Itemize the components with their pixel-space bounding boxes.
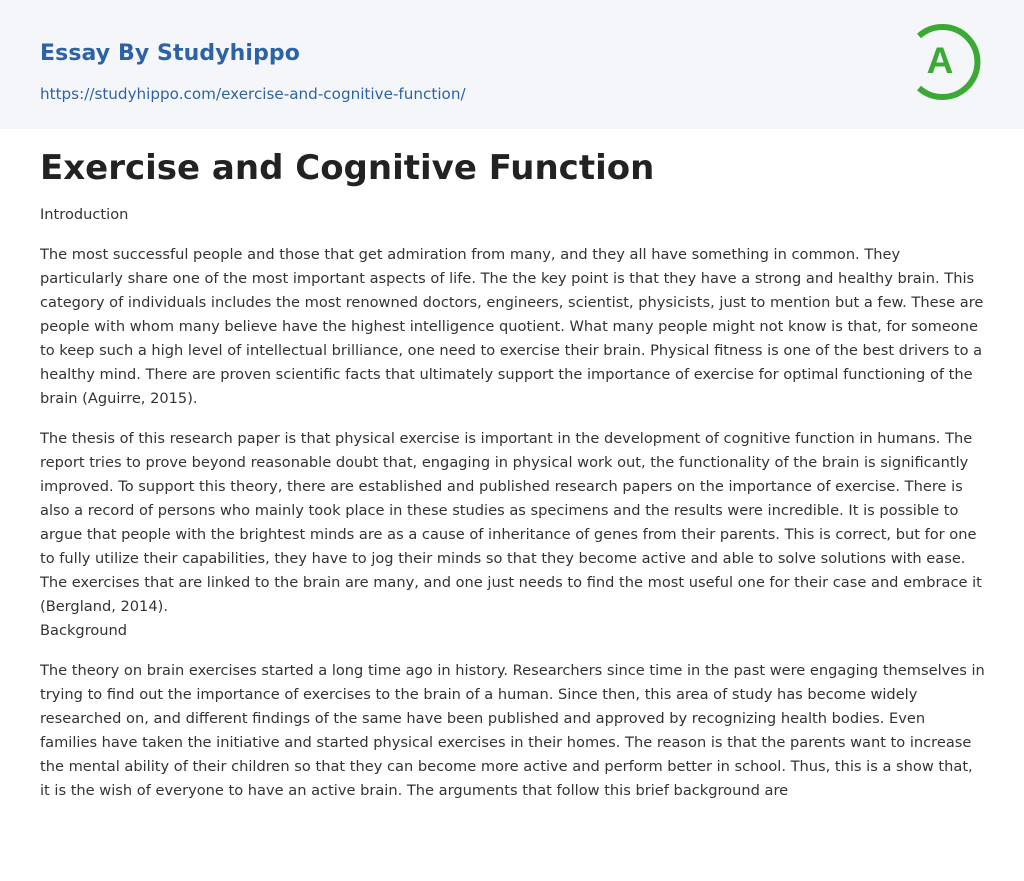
article-content <box>40 144 986 803</box>
logo-letter: A <box>926 40 954 81</box>
paragraph-2 <box>40 427 986 643</box>
essay-url-link[interactable]: https://studyhippo.com/exercise-and-cognitive-function/ <box>40 85 466 103</box>
site-brand[interactable]: Essay By Studyhippo <box>40 41 300 66</box>
page-title: Exercise and Cognitive Function <box>40 148 655 188</box>
background-heading: Background <box>40 622 128 639</box>
paragraph-1: The most successful people and those that get admiration from many, and they all have something in common. They particularly share one of the most important aspects of life. The the key point is that they have a strong and healthy brain. This category of individuals includes the most renowned doctors, engineers, scientist, physicists, just to mention but a few. These are people with whom many believe have the highest intelligence quotient. What many people might not know is that, for someone to keep such a high level of intellectual brilliance, one need to exercise their brain. Physical fitness is one of the best drivers to a healthy mind. There are proven scientific facts that ultimately support the importance of exercise for optimal functioning of the brain (Aguirre, 2015). <box>40 246 984 407</box>
paragraph-3: The theory on brain exercises started a long time ago in history. Researchers since time in the past were engaging themselves in trying to find out the importance of exercises to the brain of a human. Since then, this area of study has become widely researched on, and different findings of the same have been published and approved by recognizing health bodies. Even families have taken the initiative and started physical exercises in their homes. The reason is that the parents want to increase the mental ability of their children so that they can become more active and perform better in school. Thus, this is a show that, it is the wish of everyone to have an active brain. The arguments that follow this brief background are <box>40 662 985 799</box>
intro-heading: Introduction <box>40 206 129 223</box>
site-header <box>0 0 1024 129</box>
paragraph-2-text: The thesis of this research paper is that physical exercise is important in the development of cognitive function in humans. The report tries to prove beyond reasonable doubt that, engaging in physical work out, the functionality of the brain is significantly improved. To support this theory, there are established and published research papers on the importance of exercise. There is also a record of persons who mainly took place in these studies as specimens and the results were incredible. It is possible to argue that people with the brightest minds are as a cause of inheritance of genes from their parents. This is correct, but for one to fully utilize their capabilities, they have to jog their minds so that they become active and able to solve solutions with ease. The exercises that are linked to the brain are many, and one just needs to find the most useful one for their case and embrace it (Bergland, 2014). <box>40 430 982 615</box>
studyhippo-logo-icon[interactable] <box>912 19 986 105</box>
